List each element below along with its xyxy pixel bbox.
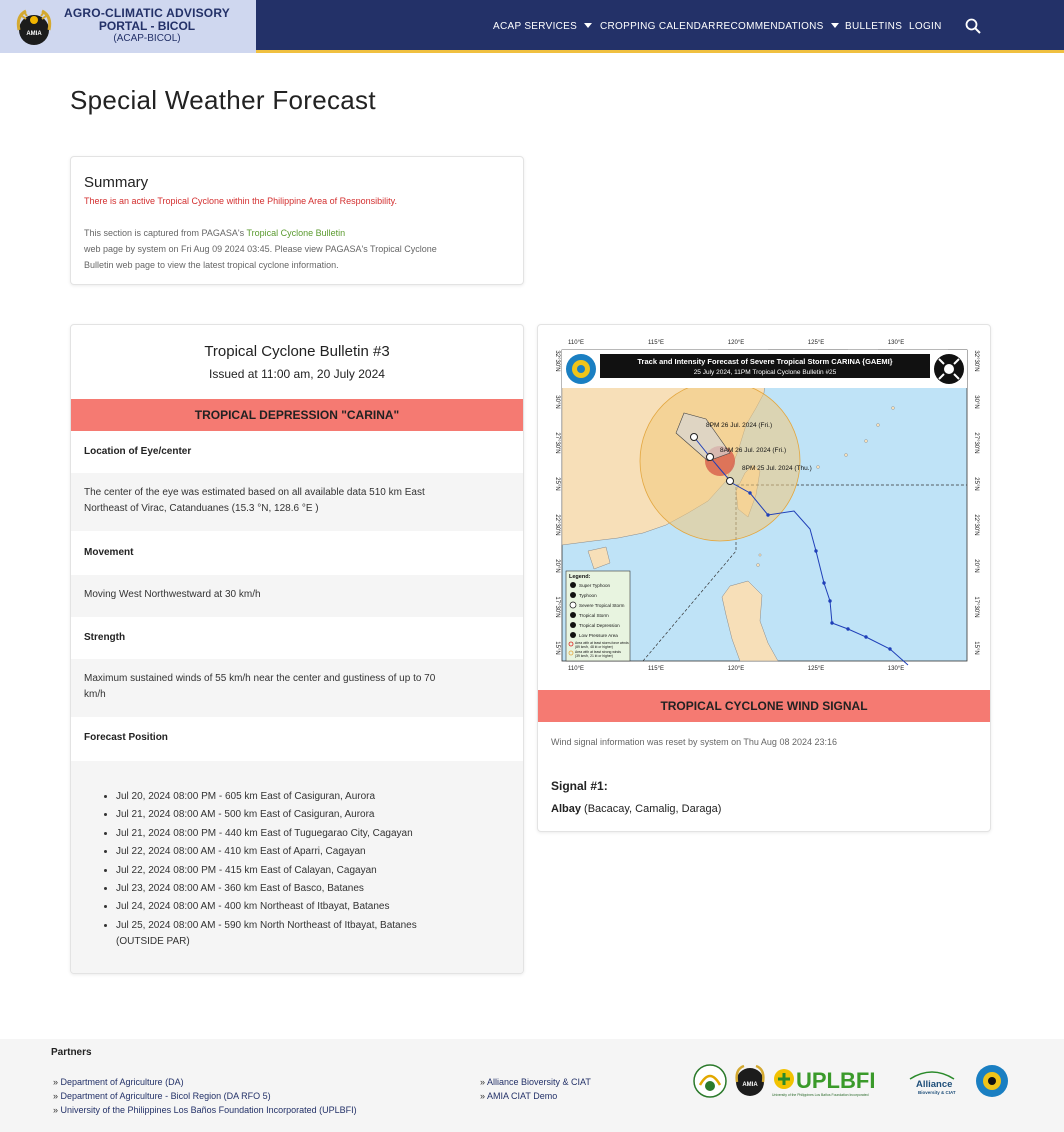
lat-label: 30°N — [554, 395, 560, 409]
lat-label: 20°N — [973, 559, 979, 573]
map-legend — [566, 571, 630, 661]
lon-label: 130°E — [887, 666, 905, 672]
lon-label: 125°E — [807, 666, 825, 672]
pagasa-logo — [566, 354, 596, 384]
lon-label: 110°E — [568, 666, 584, 672]
movement-label: Movement — [84, 547, 134, 558]
lon-label: 110°E — [568, 340, 584, 346]
forecast-position-list — [71, 761, 523, 974]
location-line2: Northeast of Virac, Catanduanes (15.3 °N, 128.6 °E ) — [84, 503, 319, 514]
lon-label: 115°E — [648, 666, 664, 672]
lat-label: 27°30'N — [554, 432, 560, 454]
summary-body-prefix: This section is captured from PAGASA's — [84, 228, 247, 238]
lat-label: 17°30'N — [973, 596, 979, 618]
summary-card — [70, 156, 524, 285]
severe-tropical-storm-icon — [570, 602, 576, 608]
lat-label: 22°30'N — [554, 514, 560, 536]
movement-text: Moving West Northwestward at 30 km/h — [84, 589, 261, 600]
track-point — [846, 627, 849, 630]
partner-link[interactable]: » University of the Philippines Los Baños Foundation Incorporated (UPLBFI) — [53, 1103, 357, 1117]
partner-link[interactable]: » AMIA CIAT Demo — [480, 1089, 591, 1103]
forecast-label-row — [71, 717, 523, 761]
lat-label: 25°N — [973, 477, 979, 491]
location-label: Location of Eye/center — [84, 446, 192, 457]
nav-acap-services[interactable] — [493, 20, 592, 33]
search-icon[interactable] — [964, 17, 982, 35]
strength-line2: km/h — [84, 689, 106, 700]
partner-logos — [692, 1063, 1012, 1099]
bulletin-title: Tropical Cyclone Bulletin #3 — [204, 343, 390, 360]
cgiar-logo — [976, 1065, 1008, 1097]
partner-links-left — [53, 1075, 357, 1117]
track-point — [830, 621, 833, 624]
da-logo — [694, 1065, 726, 1097]
track-point — [822, 581, 825, 584]
legend-title: Legend: — [569, 574, 591, 580]
movement-value-row — [71, 575, 523, 617]
nav-cropping-calendar[interactable]: CROPPING CALENDAR — [600, 21, 716, 32]
lon-label: 120°E — [727, 666, 745, 672]
low-pressure-area-icon — [570, 632, 576, 638]
nav-bulletins[interactable]: BULLETINS — [845, 21, 903, 32]
bulletin-issued: Issued at 11:00 am, 20 July 2024 — [209, 367, 385, 381]
brand[interactable] — [0, 0, 256, 53]
legend-item: Low Pressure Area — [579, 633, 618, 638]
lon-label: 115°E — [648, 340, 664, 346]
track-point — [814, 549, 817, 552]
forecast-last-line2: (OUTSIDE PAR) — [116, 935, 190, 947]
svg-text:AMIA: AMIA — [26, 31, 42, 37]
chevron-down-icon — [831, 23, 839, 28]
top-navbar — [0, 0, 1064, 53]
lat-label: 27°30'N — [973, 432, 979, 454]
location-line1: The center of the eye was estimated based on all available data 510 km East — [84, 487, 425, 498]
brand-line3: (ACAP-BICOL) — [113, 33, 181, 44]
forecast-point-label: 8PM 26 Jul. 2024 (Fri.) — [706, 422, 773, 429]
lat-label: 32°30'N — [973, 350, 979, 372]
lon-label: 130°E — [887, 340, 905, 346]
legend-item: Tropical Storm — [579, 613, 609, 618]
location-value-row — [71, 473, 523, 531]
track-point — [828, 599, 831, 602]
forecast-item — [116, 918, 510, 950]
signal-province: Albay — [551, 803, 581, 815]
legend-area2-line1: Area with at least strong winds — [575, 650, 621, 654]
map-subtitle: 25 July 2024, 11PM Tropical Cyclone Bulletin #25 — [693, 369, 837, 376]
forecast-point-label: 8PM 25 Jul. 2024 (Thu.) — [742, 465, 812, 472]
forecast-item: • Jul 22, 2024 08:00 AM - 410 km East of Aparri, Cagayan — [116, 844, 510, 860]
strength-value-row — [71, 659, 523, 717]
partner-link[interactable]: » Department of Agriculture - Bicol Region (DA RFO 5) — [53, 1089, 357, 1103]
storm-symbol — [691, 434, 698, 441]
forecast-item: • Jul 21, 2024 08:00 AM - 500 km East of Casiguran, Aurora — [116, 807, 510, 823]
nav-recommendations[interactable] — [716, 20, 839, 33]
strength-line1: Maximum sustained winds of 55 km/h near the center and gustiness of up to 70 — [84, 673, 436, 684]
forecast-item: • Jul 20, 2024 08:00 PM - 605 km East of Casiguran, Aurora — [116, 789, 510, 805]
lat-label: 30°N — [973, 395, 979, 409]
page-title: Special Weather Forecast — [70, 85, 376, 115]
lat-label: 25°N — [554, 477, 560, 491]
track-point — [766, 513, 769, 516]
tropical-storm-icon — [570, 612, 576, 618]
legend-item: Typhoon — [579, 593, 597, 598]
amia-logo — [12, 6, 56, 48]
signal-areas — [551, 803, 721, 815]
uplbfi-logo — [772, 1068, 875, 1097]
alliance-subtitle: Bioversity & CIAT — [918, 1090, 956, 1095]
brand-title — [60, 7, 234, 45]
uplbfi-subtitle: University of the Philippines Los Baños Foundation Incorporated — [772, 1093, 869, 1097]
storm-symbol — [707, 454, 714, 461]
lat-label: 20°N — [554, 559, 560, 573]
forecast-item: • Jul 24, 2024 08:00 AM - 400 km Northeast of Itbayat, Batanes — [116, 899, 510, 915]
alliance-wordmark: Alliance — [916, 1079, 953, 1090]
track-point — [888, 647, 891, 650]
track-point — [748, 491, 751, 494]
lat-label: 32°30'N — [554, 350, 560, 372]
summary-body-line3: Bulletin web page to view the latest tropical cyclone information. — [84, 260, 339, 270]
wind-signal-banner: TROPICAL CYCLONE WIND SIGNAL — [538, 690, 990, 722]
wind-signal-card — [537, 324, 991, 832]
partner-links-right — [480, 1075, 591, 1103]
cyclone-category-banner: TROPICAL DEPRESSION "CARINA" — [71, 399, 523, 431]
brand-line1: AGRO-CLIMATIC ADVISORY — [64, 6, 230, 20]
location-label-row — [71, 431, 523, 473]
strength-label: Strength — [84, 632, 126, 643]
partner-link[interactable]: » Department of Agriculture (DA) — [53, 1075, 357, 1089]
signal-title: Signal #1: — [551, 779, 608, 793]
amia-logo — [736, 1066, 764, 1096]
summary-body — [84, 225, 510, 273]
partner-link[interactable]: » Alliance Bioversity & CIAT — [480, 1075, 591, 1089]
forecast-item: • Jul 21, 2024 08:00 PM - 440 km East of Tuguegarao City, Cagayan — [116, 826, 510, 842]
signal-municipalities: (Bacacay, Camalig, Daraga) — [580, 803, 722, 815]
lat-label: 22°30'N — [973, 514, 979, 536]
legend-area1-line1: Area with at least storm-force winds — [575, 641, 629, 645]
legend-item: Tropical Depression — [579, 623, 620, 628]
track-forecast-map[interactable] — [548, 333, 981, 674]
typhoon-icon — [570, 592, 576, 598]
footer — [0, 1039, 1064, 1132]
summary-alert: There is an active Tropical Cyclone within the Philippine Area of Responsibility. — [84, 196, 397, 206]
track-point — [864, 635, 867, 638]
wind-reset-text: Wind signal information was reset by system on Thu Aug 08 2024 23:16 — [551, 737, 837, 747]
legend-item: Super Typhoon — [579, 583, 611, 588]
lat-label: 15°N — [554, 641, 560, 655]
dost-logo — [934, 354, 964, 384]
lon-label: 120°E — [727, 340, 745, 346]
forecast-item: • Jul 23, 2024 08:00 AM - 360 km East of Basco, Batanes — [116, 881, 510, 897]
tropical-cyclone-bulletin-link[interactable]: Tropical Cyclone Bulletin — [246, 228, 346, 238]
legend-item: Severe Tropical Storm — [579, 603, 625, 608]
forecast-point-label: 8AM 26 Jul. 2024 (Fri.) — [720, 447, 787, 454]
chevron-down-icon — [584, 23, 592, 28]
map-title-bar — [562, 350, 967, 388]
legend-area2-line2: (39 km/h, 21 kt or higher) — [575, 654, 613, 658]
lon-label: 125°E — [807, 340, 825, 346]
forecast-last-line1: Jul 25, 2024 08:00 AM - 590 km North Northeast of Itbayat, Batanes — [116, 919, 417, 931]
alliance-logo — [910, 1072, 956, 1095]
summary-body-line2: web page by system on Fri Aug 09 2024 03:45. Please view PAGASA's Tropical Cyclone — [84, 244, 437, 254]
storm-symbol — [727, 478, 734, 485]
movement-label-row — [71, 531, 523, 575]
nav-login[interactable]: LOGIN — [909, 21, 942, 32]
lat-label: 17°30'N — [554, 596, 560, 618]
nav-recommendations-label: RECOMMENDATIONS — [716, 21, 824, 32]
map-title: Track and Intensity Forecast of Severe Tropical Storm CARINA {GAEMI} — [637, 357, 893, 366]
summary-title: Summary — [84, 174, 149, 191]
bulletin-card — [70, 324, 524, 974]
lat-label: 15°N — [973, 641, 979, 655]
tropical-depression-icon — [570, 622, 576, 628]
super-typhoon-icon — [570, 582, 576, 588]
partners-title: Partners — [51, 1047, 92, 1058]
forecast-item: • Jul 22, 2024 08:00 PM - 415 km East of Calayan, Cagayan — [116, 863, 510, 879]
legend-area1-line2: (89 km/h, 48 kt or higher) — [575, 645, 613, 649]
brand-line2: PORTAL - BICOL — [98, 19, 196, 33]
forecast-label: Forecast Position — [84, 732, 168, 743]
strength-label-row — [71, 617, 523, 659]
footer-amia-text: AMIA — [742, 1082, 758, 1088]
uplbfi-wordmark: UPLBFI — [796, 1068, 876, 1093]
nav-acap-services-label: ACAP SERVICES — [493, 21, 578, 32]
